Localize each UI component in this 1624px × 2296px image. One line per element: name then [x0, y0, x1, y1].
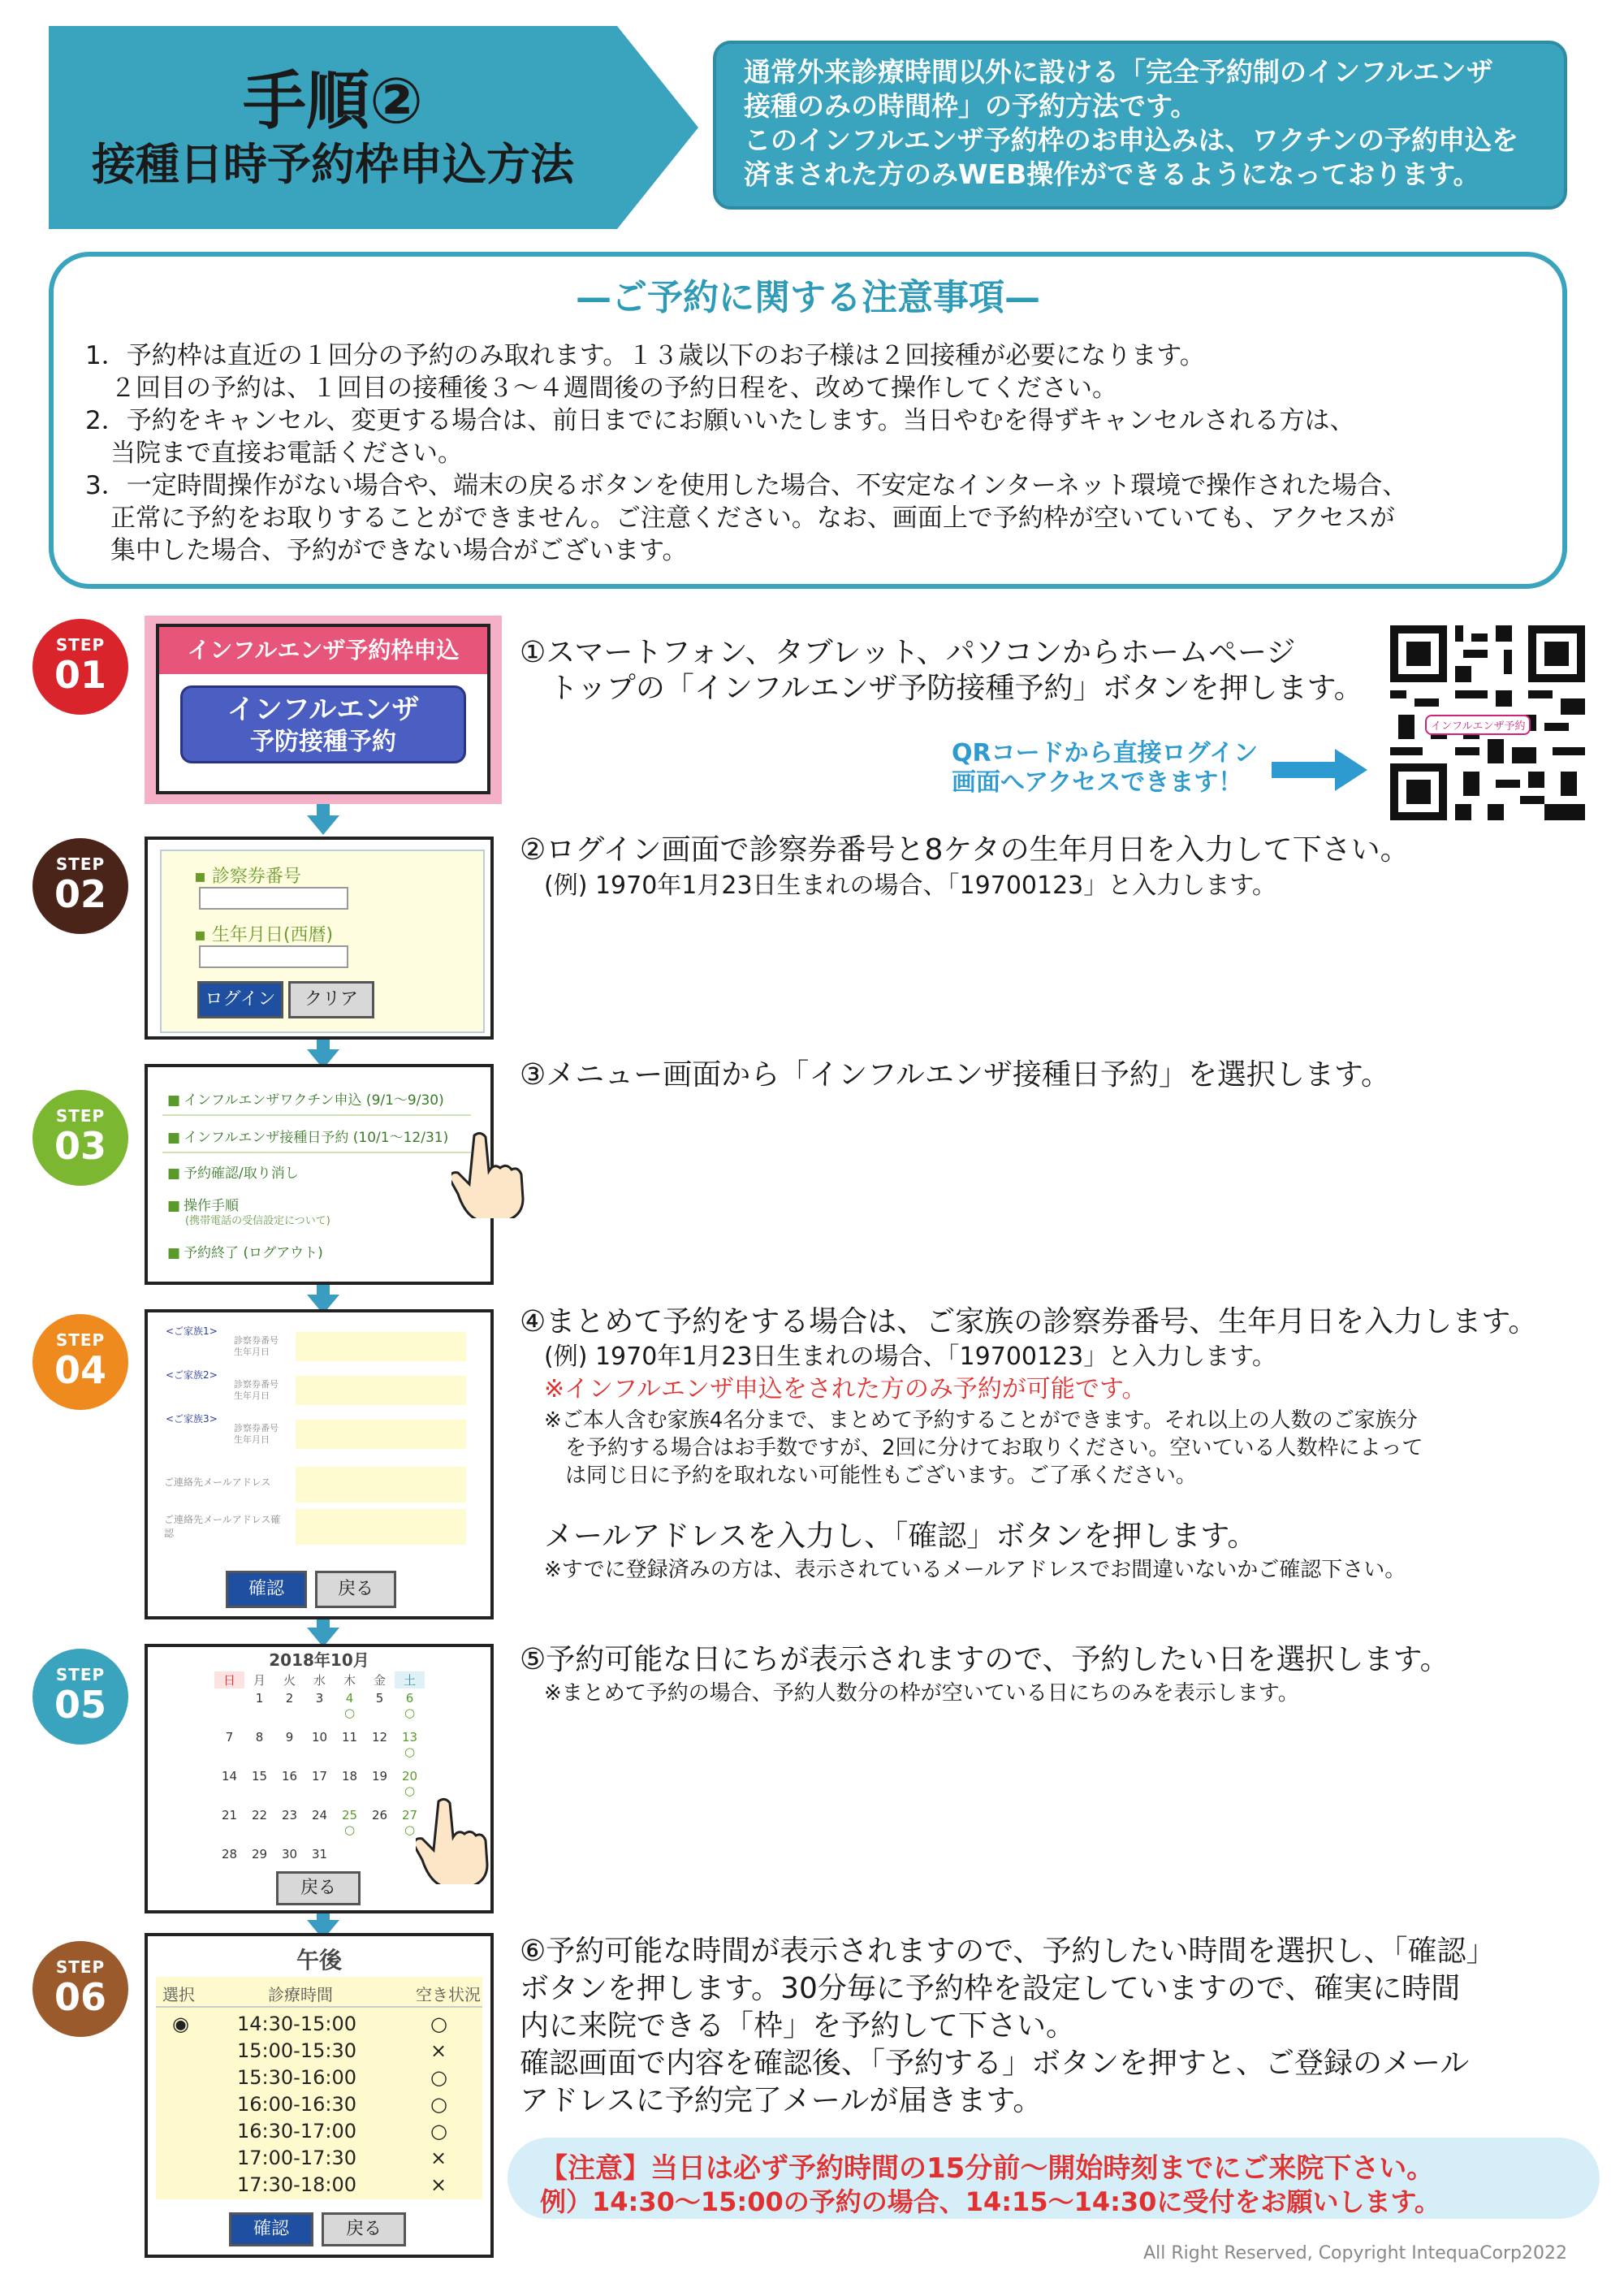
right-arrow-icon — [1272, 746, 1369, 794]
slot-status: ○ — [430, 2120, 447, 2143]
field-id-label: 診察券番号 — [234, 1423, 279, 1433]
notice-line: 正常に予約をお取りすることができません。ご注意ください。なお、画面上で予約枠が空いていても、アクセスが — [85, 504, 1395, 533]
notice-line: 3．一定時間操作がない場合や、端末の戻るボタンを使用した場合、不安定なインターネット環境で操作された場合、 — [85, 471, 1408, 500]
calendar-day: 26 — [371, 1808, 388, 1823]
col-select: 選択 — [162, 1985, 195, 2004]
notice-line: ２回目の予約は、１回目の接種後３～４週間後の予約日程を、改めて操作してください。 — [85, 374, 1117, 403]
field-id-label: 診察券番号 — [234, 1379, 279, 1390]
step4-text: ④まとめて予約をする場合は、ご家族の診察券番号、生年月日を入力します。 — [520, 1305, 1538, 1338]
calendar-day: 22 — [251, 1808, 268, 1823]
step6-line: ⑥予約可能な時間が表示されますので、予約したい時間を選択し、「確認」 — [520, 1935, 1496, 1968]
qr-label: インフルエンザ予約 — [1425, 715, 1531, 735]
flu-button-line2: 予防接種予約 — [250, 728, 396, 756]
page-title: 手順② — [242, 65, 424, 138]
step2-screenshot — [145, 837, 494, 1040]
step2-text: ②ログイン画面で診察券番号と8ケタの生年月日を入力して下さい。 — [520, 833, 1410, 867]
step-badge-number: 02 — [54, 872, 106, 916]
time-table-title: 午後 — [296, 1947, 342, 1974]
flu-vaccine-reserve-button[interactable] — [180, 685, 466, 763]
flu-button-line1: インフルエンザ — [227, 694, 420, 726]
login-form — [160, 850, 485, 1033]
birthdate-label-text: 生年月日(西暦) — [211, 925, 334, 945]
calendar-day: 9 — [285, 1730, 294, 1745]
weekday-label: 水 — [313, 1673, 326, 1688]
intro-line: 接種のみの時間枠」の予約方法です。 — [744, 90, 1198, 122]
clear-button[interactable]: クリア — [288, 981, 374, 1018]
calendar-day[interactable]: 20 — [401, 1769, 418, 1784]
confirm-button[interactable]: 確認 — [226, 1571, 307, 1608]
family1-inputs[interactable] — [296, 1332, 466, 1361]
available-mark[interactable]: ○ — [404, 1745, 416, 1759]
calendar-day: 8 — [255, 1730, 264, 1745]
step6-line: 内に来院できる「枠」を予約して下さい。 — [520, 2009, 1076, 2043]
login-button[interactable]: ログイン — [197, 981, 283, 1018]
slot-status: ○ — [430, 2093, 447, 2116]
calendar-day: 5 — [375, 1691, 384, 1706]
step4-example: (例) 1970年1月23日生まれの場合、「19700123」と入力します。 — [544, 1343, 1276, 1371]
calendar-day: 24 — [311, 1808, 328, 1823]
family-fields-label — [234, 1379, 279, 1402]
time-back-button[interactable]: 戻る — [322, 2212, 406, 2246]
slot-time[interactable]: 17:00-17:30 — [237, 2147, 356, 2169]
intro-line: 通常外来診療時間以外に設ける「完全予約制のインフルエンザ — [744, 56, 1493, 88]
step-badge-number: 06 — [54, 1975, 106, 2019]
copyright: All Right Reserved, Copyright IntequaCorp2022 — [1143, 2243, 1567, 2264]
step4-mail-note: ※すでに登録済みの方は、表示されているメールアドレスでお間違いないかご確認下さい。 — [544, 1558, 1406, 1582]
family3-inputs[interactable] — [296, 1420, 466, 1449]
calendar-day[interactable]: 6 — [405, 1691, 414, 1706]
time-rows — [148, 2008, 490, 2203]
step-badge-label: STEP — [55, 1106, 106, 1126]
step1-line: ①スマートフォン、タブレット、パソコンからホームページ — [520, 636, 1296, 669]
step1-ui-header: インフルエンザ予約枠申込 — [159, 627, 487, 674]
notice-line: 2．予約をキャンセル、変更する場合は、前日までにお願いいたします。当日やむを得ずキャンセルされる方は、 — [85, 406, 1355, 435]
calendar-day[interactable]: 27 — [401, 1808, 418, 1823]
flow-arrow — [307, 815, 339, 835]
step-badge-label: STEP — [55, 635, 106, 655]
step3-text: ③メニュー画面から「インフルエンザ接種日予約」を選択します。 — [520, 1058, 1390, 1092]
slot-radio-selected[interactable]: ◉ — [172, 2013, 189, 2035]
calendar-day: 19 — [371, 1769, 388, 1784]
calendar-day[interactable]: 25 — [341, 1808, 358, 1823]
step-badge-label: STEP — [55, 1957, 106, 1977]
calendar-day: 14 — [221, 1769, 238, 1784]
notice-line: 1．予約枠は直近の１回分の予約のみ取れます。１３歳以下のお子様は２回接種が必要になります。 — [85, 341, 1205, 370]
slot-time[interactable]: 14:30-15:00 — [237, 2013, 356, 2035]
calendar-day: 2 — [285, 1691, 294, 1706]
calendar-day: 23 — [281, 1808, 298, 1823]
intro-line: このインフルエンザ予約枠のお申込みは、ワクチンの予約申込を — [744, 124, 1519, 156]
menu-divider — [162, 1114, 471, 1116]
step-badge-label: STEP — [55, 1330, 106, 1350]
weekday-label: 月 — [253, 1673, 266, 1688]
menu-item-vaccine-apply[interactable]: ■ インフルエンザワクチン申込 (9/1～9/30) — [167, 1088, 444, 1109]
step5-text: ⑤予約可能な日にちが表示されますので、予約したい日を選択します。 — [520, 1643, 1449, 1676]
calendar-day: 10 — [311, 1730, 328, 1745]
step6-line: 確認画面で内容を確認後、「予約する」ボタンを押すと、ご登録のメール — [520, 2047, 1470, 2080]
step-badge-03 — [32, 1090, 128, 1186]
available-mark[interactable]: ○ — [343, 1823, 356, 1837]
step-badge-05 — [32, 1649, 128, 1745]
birthdate-label: ▪ 生年月日(西暦) — [194, 925, 334, 945]
notice-line: 集中した場合、予約ができない場合がございます。 — [85, 536, 688, 565]
menu-item-note: (携帯電話の受信設定について) — [185, 1215, 330, 1227]
pointing-hand-icon — [416, 1795, 489, 1884]
menu-item-date-reserve[interactable]: ■ インフルエンザ接種日予約 (10/1～12/31) — [167, 1126, 448, 1146]
notice-line: 当院まで直接お電話ください。 — [85, 439, 463, 468]
step1-line: トップの「インフルエンザ予防接種予約」ボタンを押します。 — [520, 672, 1363, 705]
step-badge-01 — [32, 619, 128, 715]
notice-list — [85, 339, 1407, 567]
weekday-label: 木 — [343, 1673, 356, 1688]
menu-item-confirm-cancel[interactable]: ■ 予約確認/取り消し — [167, 1161, 299, 1182]
patient-id-input[interactable] — [199, 887, 348, 910]
calendar-day: 30 — [281, 1847, 298, 1861]
step4-note-line: ※ご本人含む家族4名分まで、まとめて予約することができます。それ以上の人数のご家族分 — [544, 1408, 1418, 1433]
calendar-day: 29 — [251, 1847, 268, 1861]
step4-screenshot — [145, 1309, 494, 1619]
step4-warning: ※インフルエンザ申込をされた方のみ予約が可能です。 — [544, 1375, 1147, 1403]
calendar-day: 31 — [311, 1847, 328, 1861]
intro-box — [713, 41, 1567, 210]
caution-line1: 【注意】当日は必ず予約時間の15分前～開始時刻までにご来院下さい。 — [540, 2152, 1435, 2185]
available-mark[interactable]: ○ — [404, 1784, 416, 1798]
weekday-label: 土 — [395, 1671, 425, 1688]
email-input[interactable] — [296, 1467, 466, 1503]
calendar-day: 1 — [255, 1691, 264, 1706]
calendar-day[interactable]: 4 — [345, 1691, 354, 1706]
family-fields-label — [234, 1423, 279, 1446]
weekday-label: 日 — [214, 1671, 244, 1688]
notice-title: —ご予約に関する注意事項— — [576, 277, 1040, 318]
step-badge-number: 03 — [54, 1124, 106, 1168]
step1-text — [520, 635, 1363, 707]
step-badge-number: 01 — [54, 653, 106, 697]
email-label: ご連絡先メールアドレス — [164, 1477, 271, 1488]
slot-time[interactable]: 16:30-17:00 — [237, 2120, 356, 2143]
weekday-label: 金 — [373, 1673, 386, 1688]
calendar-title: 2018年10月 — [269, 1650, 369, 1670]
weekday-label: 火 — [283, 1673, 296, 1688]
step-badge-04 — [32, 1314, 128, 1410]
field-id-label: 診察券番号 — [234, 1335, 279, 1346]
page-subtitle: 接種日時予約枠申込方法 — [92, 139, 574, 190]
slot-time[interactable]: 15:00-15:30 — [237, 2039, 356, 2062]
step5-note: ※まとめて予約の場合、予約人数分の枠が空いている日にちのみを表示します。 — [544, 1681, 1299, 1706]
slot-time[interactable]: 17:30-18:00 — [237, 2173, 356, 2196]
available-mark[interactable]: ○ — [404, 1706, 416, 1720]
calendar-day: 12 — [371, 1730, 388, 1745]
slot-status: ○ — [430, 2013, 447, 2035]
step6-screenshot — [145, 1933, 494, 2258]
qr-note-line: 画面へアクセスできます！ — [952, 768, 1243, 797]
step6-line: ボタンを押します。30分毎に予約枠を設定していますので、確実に時間 — [520, 1972, 1461, 2005]
step4-note-line: は同じ日に予約を取れない可能性もございます。ご了承ください。 — [544, 1464, 1197, 1488]
menu-item-instructions[interactable]: ■ 操作手順 — [167, 1194, 239, 1214]
calendar-day: 17 — [311, 1769, 328, 1784]
caution-line2: 例）14:30～15:00の予約の場合、14:15～14:30に受付をお願いします。 — [540, 2186, 1440, 2217]
email-confirm-label: ご連絡先メールアドレス確認 — [164, 1514, 281, 1539]
step-badge-number: 05 — [54, 1683, 106, 1727]
step6-line: アドレスに予約完了メールが届きます。 — [520, 2084, 1043, 2117]
calendar-day: 16 — [281, 1769, 298, 1784]
step4-mail-text: メールアドレスを入力し、「確認」ボタンを押します。 — [544, 1520, 1257, 1553]
family-label: <ご家族2> — [166, 1369, 218, 1381]
slot-time[interactable]: 15:30-16:00 — [237, 2066, 356, 2089]
family-label: <ご家族1> — [166, 1325, 218, 1337]
qr-note-line: QRコードから直接ログイン — [952, 739, 1259, 767]
slot-time[interactable]: 16:00-16:30 — [237, 2093, 356, 2116]
family2-inputs[interactable] — [296, 1376, 466, 1405]
step-badge-02 — [32, 838, 128, 934]
step2-example: (例) 1970年1月23日生まれの場合、「19700123」と入力します。 — [544, 871, 1276, 900]
intro-line: 済まされた方のみWEB操作ができるようになっております。 — [744, 158, 1480, 190]
slot-status: × — [430, 2147, 447, 2169]
calendar-day[interactable]: 13 — [401, 1730, 418, 1745]
patient-id-label: ▪ 診察券番号 — [194, 867, 301, 887]
qr-note — [952, 739, 1258, 798]
time-confirm-button[interactable]: 確認 — [229, 2212, 313, 2246]
step-badge-06 — [32, 1941, 128, 2037]
col-status: 空き状況 — [416, 1985, 481, 2004]
step4-notes — [544, 1407, 1423, 1490]
calendar-grid — [214, 1671, 425, 1866]
family-fields-label — [234, 1335, 279, 1358]
pointing-hand-icon — [451, 1129, 525, 1218]
birthdate-input[interactable] — [199, 945, 348, 968]
menu-divider — [162, 1152, 471, 1153]
available-mark[interactable]: ○ — [343, 1706, 356, 1720]
field-bd-label: 生年月日 — [234, 1390, 270, 1401]
field-bd-label: 生年月日 — [234, 1434, 270, 1445]
slot-status: × — [430, 2173, 447, 2196]
step-badge-label: STEP — [55, 1665, 106, 1684]
calendar-day: 3 — [315, 1691, 324, 1706]
patient-id-label-text: 診察券番号 — [211, 867, 301, 887]
slot-status: ○ — [430, 2066, 447, 2089]
col-time: 診療時間 — [268, 1985, 333, 2004]
slot-status: × — [430, 2039, 447, 2062]
step3-screenshot — [145, 1064, 494, 1285]
step1-screenshot — [156, 624, 490, 794]
back-button[interactable]: 戻る — [315, 1571, 396, 1608]
calendar-day: 7 — [225, 1730, 234, 1745]
field-bd-label: 生年月日 — [234, 1347, 270, 1357]
step-badge-label: STEP — [55, 854, 106, 874]
calendar-day: 15 — [251, 1769, 268, 1784]
calendar-day: 18 — [341, 1769, 358, 1784]
step1-screenshot-frame — [145, 616, 502, 804]
calendar-day: 11 — [341, 1730, 358, 1745]
calendar-day: 21 — [221, 1808, 238, 1823]
available-mark[interactable]: ○ — [404, 1823, 416, 1837]
family-label: <ご家族3> — [166, 1413, 218, 1425]
menu-item-logout[interactable]: ■ 予約終了 (ログアウト) — [167, 1241, 323, 1261]
email-confirm-input[interactable] — [296, 1509, 466, 1545]
calendar-day: 28 — [221, 1847, 238, 1861]
calendar-back-button[interactable]: 戻る — [276, 1871, 361, 1905]
step4-note-line: を予約する場合はお手数ですが、2回に分けてお取りください。空いている人数枠によって — [544, 1436, 1423, 1460]
step-badge-number: 04 — [54, 1348, 106, 1392]
step6-text — [520, 1933, 1496, 2120]
